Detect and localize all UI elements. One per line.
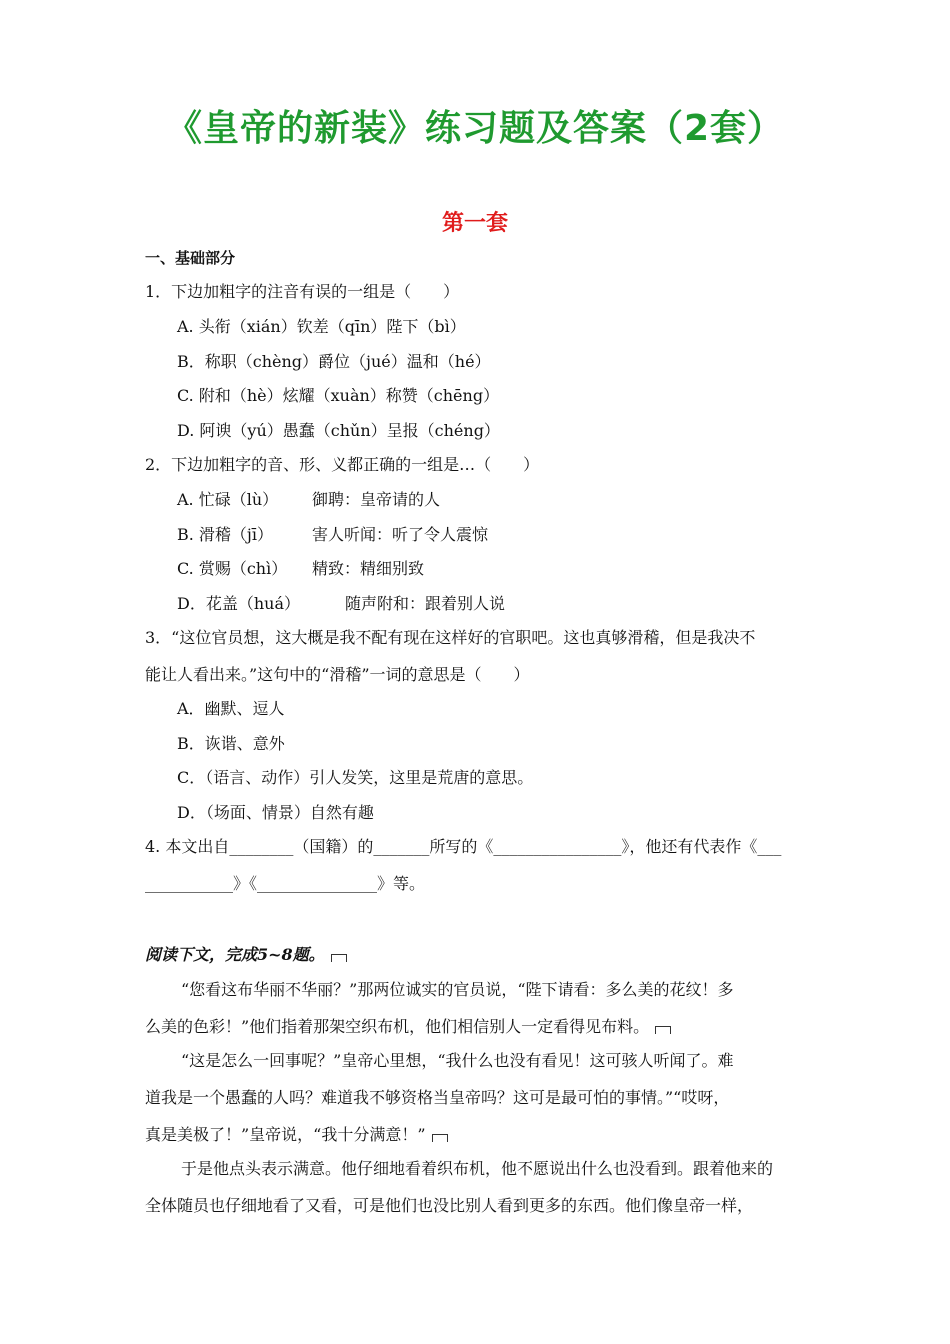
question-1-stem: 1．下边加粗字的注音有误的一组是（ ） [145, 282, 460, 301]
question-3-option-d: D．（场面、情景）自然有趣 [177, 803, 374, 822]
question-1-option-a: A. 头衔（xián）钦差（qīn）陛下（bì） [177, 317, 466, 336]
question-3-option-b: B．诙谐、意外 [177, 734, 285, 753]
question-1-option-d: D. 阿谀（yú）愚蠢（chǔn）呈报（chéng） [177, 421, 500, 440]
set-heading: 第一套 [441, 211, 508, 236]
passage-paragraph-1-line-1: “您看这布华丽不华丽？”那两位诚实的官员说，“陛下请看：多么美的花纹！多 [181, 980, 734, 999]
option-definition: 随声附和：跟着别人说 [345, 594, 506, 613]
question-3-option-a: A．幽默、逗人 [177, 699, 285, 718]
option-word: B. 滑稽（jī） [177, 525, 274, 544]
passage-paragraph-2-line-2: 道我是一个愚蠢的人吗？难道我不够资格当皇帝吗？这可是最可怕的事情。”“哎呀， [145, 1088, 730, 1107]
question-3-stem-line-1: 3．“这位官员想，这大概是我不配有现在这样好的官职吧。这也真够滑稽，但是我决不 [145, 628, 756, 647]
question-1-option-c: C. 附和（hè）炫耀（xuàn）称赞（chēng） [177, 386, 500, 405]
question-4-line-1: 4. 本文出自________（国籍）的_______所写的《________________》，他还有代表作《___ [145, 837, 782, 856]
question-2-option-a [177, 489, 845, 511]
passage-paragraph-2-line-3 [145, 1124, 813, 1146]
paragraph-mark-icon [331, 954, 347, 962]
question-2-option-c [177, 558, 845, 580]
passage-paragraph-2-line-1: “这是怎么一回事呢？”皇帝心里想，“我什么也没有看见！这可骇人听闻了。难 [181, 1051, 734, 1070]
question-2-stem: 2．下边加粗字的音、形、义都正确的一组是…（ ） [145, 455, 540, 474]
question-2-option-d [177, 593, 845, 615]
question-1-option-b: B．称职（chèng）爵位（jué）温和（hé） [177, 352, 491, 371]
passage-paragraph-3-line-2: 全体随员也仔细地看了又看，可是他们也没比别人看到更多的东西。他们像皇帝一样， [145, 1196, 754, 1215]
question-4-line-2: ___________》《_______________》等。 [145, 874, 426, 893]
option-definition: 御聘：皇帝请的人 [312, 490, 441, 509]
paragraph-mark-icon [655, 1026, 671, 1034]
passage-text: 真是美极了！”皇帝说，“我十分满意！” [145, 1125, 426, 1144]
document-title: 《皇帝的新装》练习题及答案（2套） [165, 108, 785, 149]
section-heading-basics: 一、基础部分 [145, 249, 236, 267]
passage-text: 么美的色彩！”他们指着那架空织布机，他们相信别人一定看得见布料。 [145, 1017, 650, 1036]
passage-paragraph-3-line-1: 于是他点头表示满意。他仔细地看着织布机，他不愿说出什么也没看到。跟着他来的 [181, 1159, 774, 1178]
question-3-stem-line-2: 能让人看出来。”这句中的“滑稽”一词的意思是（ ） [145, 665, 530, 684]
question-3-option-c: C．（语言、动作）引人发笑，这里是荒唐的意思。 [177, 768, 534, 787]
question-2-option-b [177, 524, 845, 546]
reading-heading-text: 阅读下文，完成5~8题。 [145, 945, 325, 964]
paragraph-mark-icon [432, 1134, 448, 1142]
option-word: C. 赏赐（chì） [177, 559, 288, 578]
option-word: A. 忙碌（lù） [177, 490, 279, 509]
option-definition: 害人听闻：听了令人震惊 [312, 525, 489, 544]
option-definition: 精致：精细别致 [312, 559, 425, 578]
option-word: D．花盖（huá） [177, 594, 300, 613]
passage-paragraph-1-line-2 [145, 1016, 813, 1038]
reading-heading [145, 944, 813, 966]
